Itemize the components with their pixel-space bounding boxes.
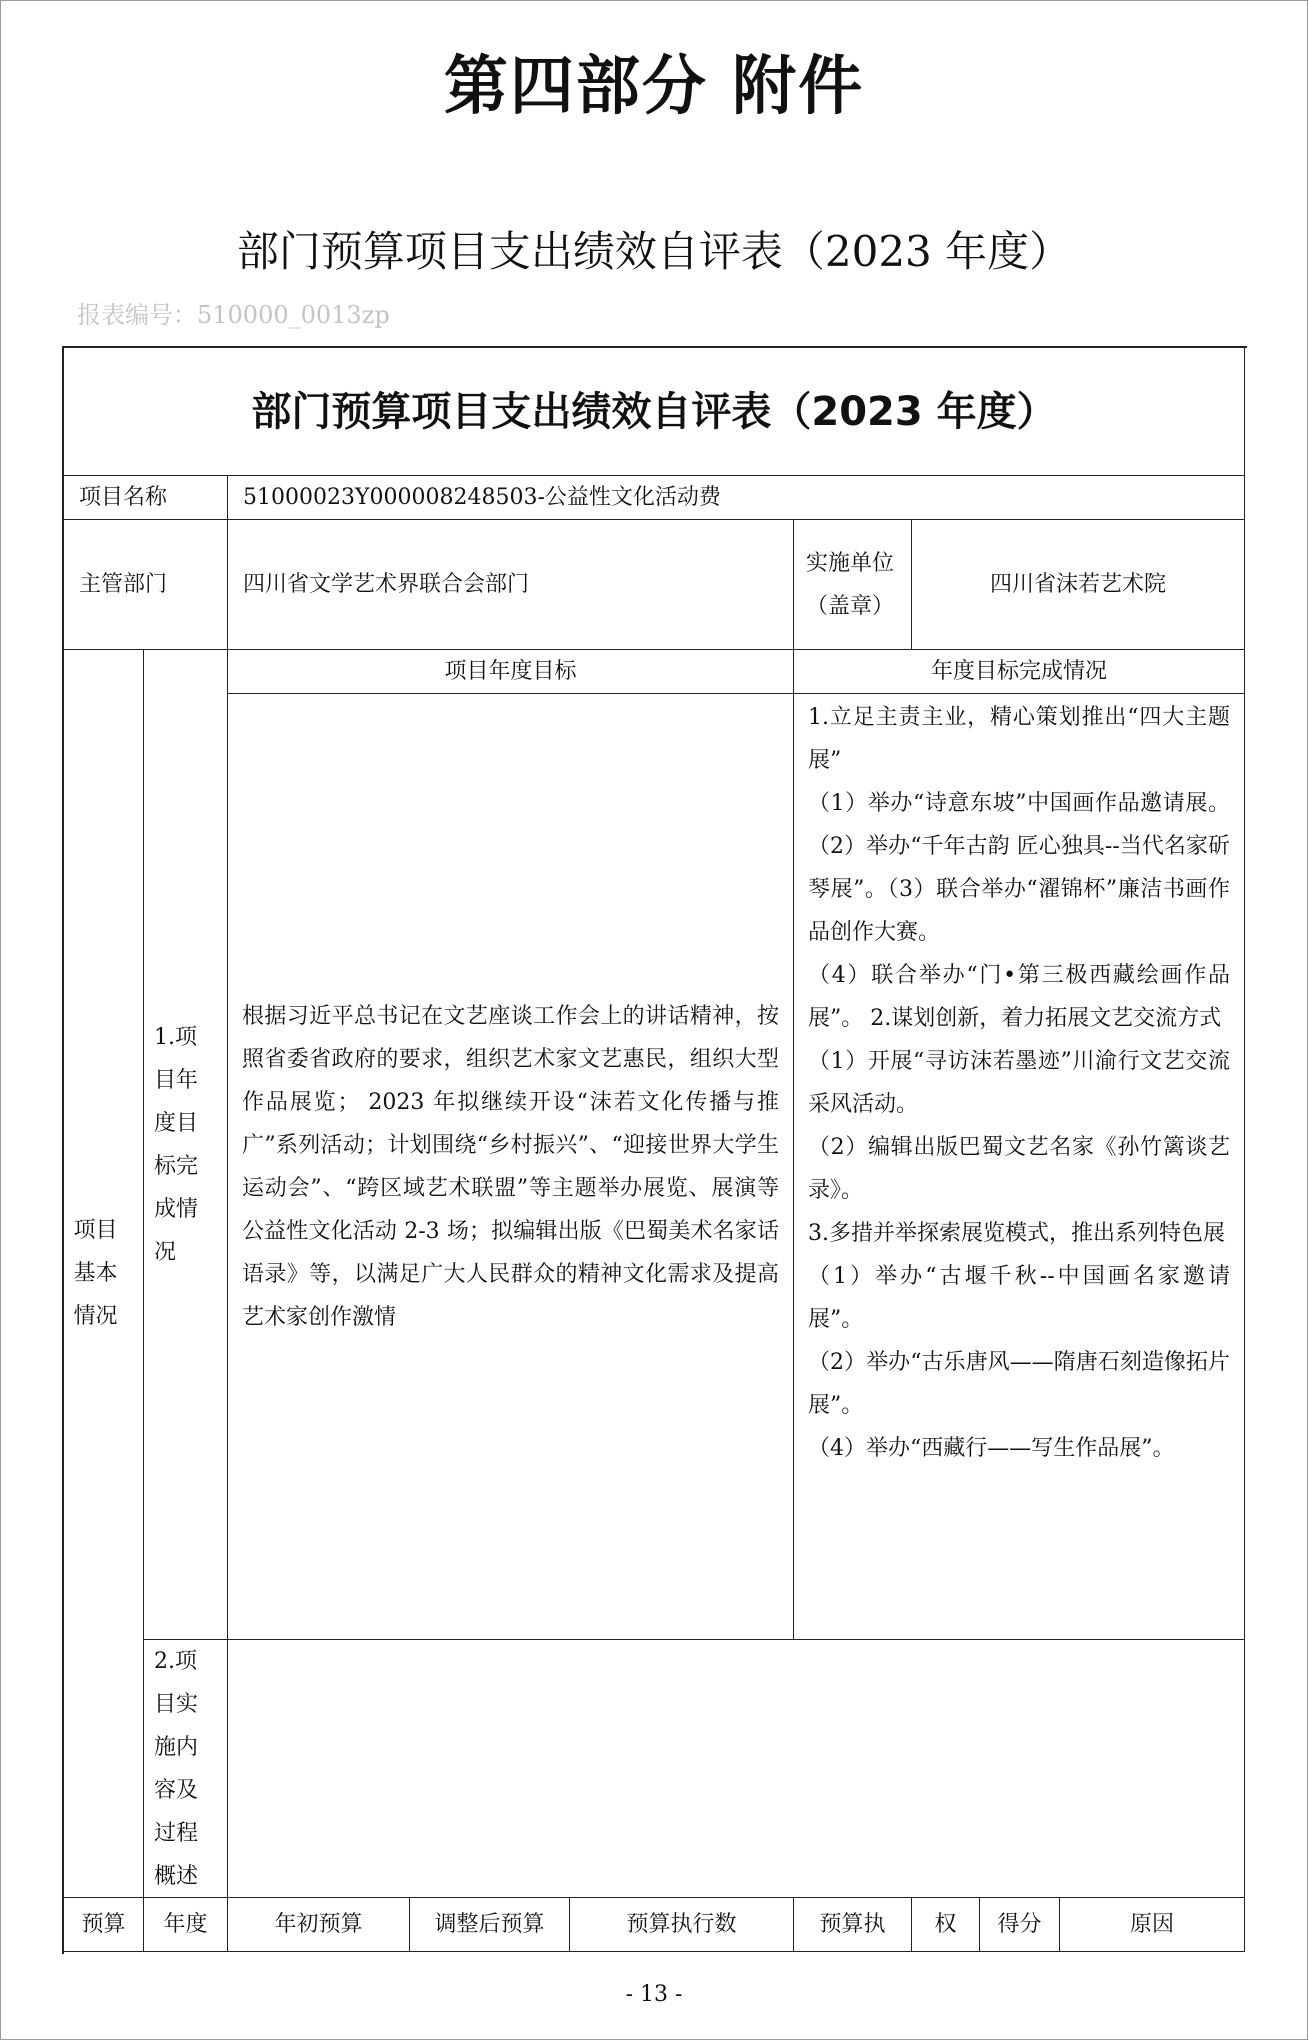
completion-line: 3.多措并举探索展览模式，推出系列特色展 (808, 1221, 1225, 1246)
implementation-content (228, 1640, 1245, 1898)
completion-line: （1）开展“寻访沫若墨迹”川渝行文艺交流采风活动。 (808, 1049, 1230, 1117)
report-number: 报表编号：510000_0013zp (77, 301, 390, 329)
completion-line: （4）联合举办“门•第三极西藏绘画作品展”。 2.谋划创新，着力拓展文艺交流方式 (808, 963, 1230, 1031)
unit-value: 四川省沫若艺术院 (912, 520, 1245, 650)
project-name-value: 51000023Y000008248503-公益性文化活动费 (228, 476, 1245, 520)
unit-label: 实施单位（盖章） (794, 520, 912, 650)
goal-text: 根据习近平总书记在文艺座谈工作会上的讲话精神，按照省委省政府的要求，组织艺术家文艺惠民，组织大型作品展览； 2023 年拟继续开设“沫若文化传播与推广”系列活动；计划围绕“乡村振兴”、“迎接世界大学生运动会”、“跨区域艺术联盟”等主题举办展览、展演等公益性文化活动 2-3 场；拟编辑出版《巴蜀美术名家话语录》等，以满足广大人民群众的精神文化需求及提高艺术家创作激情 (228, 694, 794, 1640)
basic-info-label: 项目基本情况 (73, 1218, 118, 1329)
budget-label: 预算 (64, 1898, 144, 1952)
weight-header: 权 (912, 1898, 980, 1952)
execution-rate-header: 预算执 (794, 1898, 912, 1952)
completion-line: （4）举办“西藏行——写生作品展”。 (808, 1436, 1175, 1461)
completion-column-header: 年度目标完成情况 (794, 650, 1245, 694)
page-number: - 13 - (625, 1982, 683, 2007)
section-title: 第四部分 附件 (443, 50, 865, 124)
table-title: 部门预算项目支出绩效自评表（2023 年度） (64, 348, 1245, 476)
completion-text (794, 694, 1245, 1640)
completion-line: （1）举办“诗意东坡”中国画作品邀请展。 （2）举办“千年古韵 匠心独具--当代名家斫琴展”。（3）联合举办“濯锦杯”廉洁书画作品创作大赛。 (808, 791, 1230, 945)
dept-label: 主管部门 (64, 520, 228, 650)
implementation-label: 2.项目实施内容及过程概述 (154, 1649, 199, 1889)
performance-table (62, 346, 1247, 1954)
document-title: 部门预算项目支出绩效自评表（2023 年度） (236, 227, 1072, 276)
adjusted-budget-header: 调整后预算 (410, 1898, 570, 1952)
goal-section-label: 1.项目年度目标完成情况 (154, 1024, 199, 1265)
goal-column-header: 项目年度目标 (228, 650, 794, 694)
completion-line: （2）举办“古乐唐风——隋唐石刻造像拓片展”。 (808, 1350, 1230, 1418)
year-label: 年度 (144, 1898, 228, 1952)
reason-header: 原因 (1060, 1898, 1245, 1952)
executed-budget-header: 预算执行数 (570, 1898, 794, 1952)
completion-line: 1.立足主责主业，精心策划推出“四大主题展” (808, 705, 1230, 773)
completion-line: （1）举办“古堰千秋--中国画名家邀请展”。 (808, 1264, 1230, 1332)
score-header: 得分 (980, 1898, 1060, 1952)
completion-line: （2）编辑出版巴蜀文艺名家《孙竹篱谈艺录》。 (808, 1135, 1230, 1203)
initial-budget-header: 年初预算 (228, 1898, 410, 1952)
dept-value: 四川省文学艺术界联合会部门 (228, 520, 794, 650)
project-name-label: 项目名称 (64, 476, 228, 520)
